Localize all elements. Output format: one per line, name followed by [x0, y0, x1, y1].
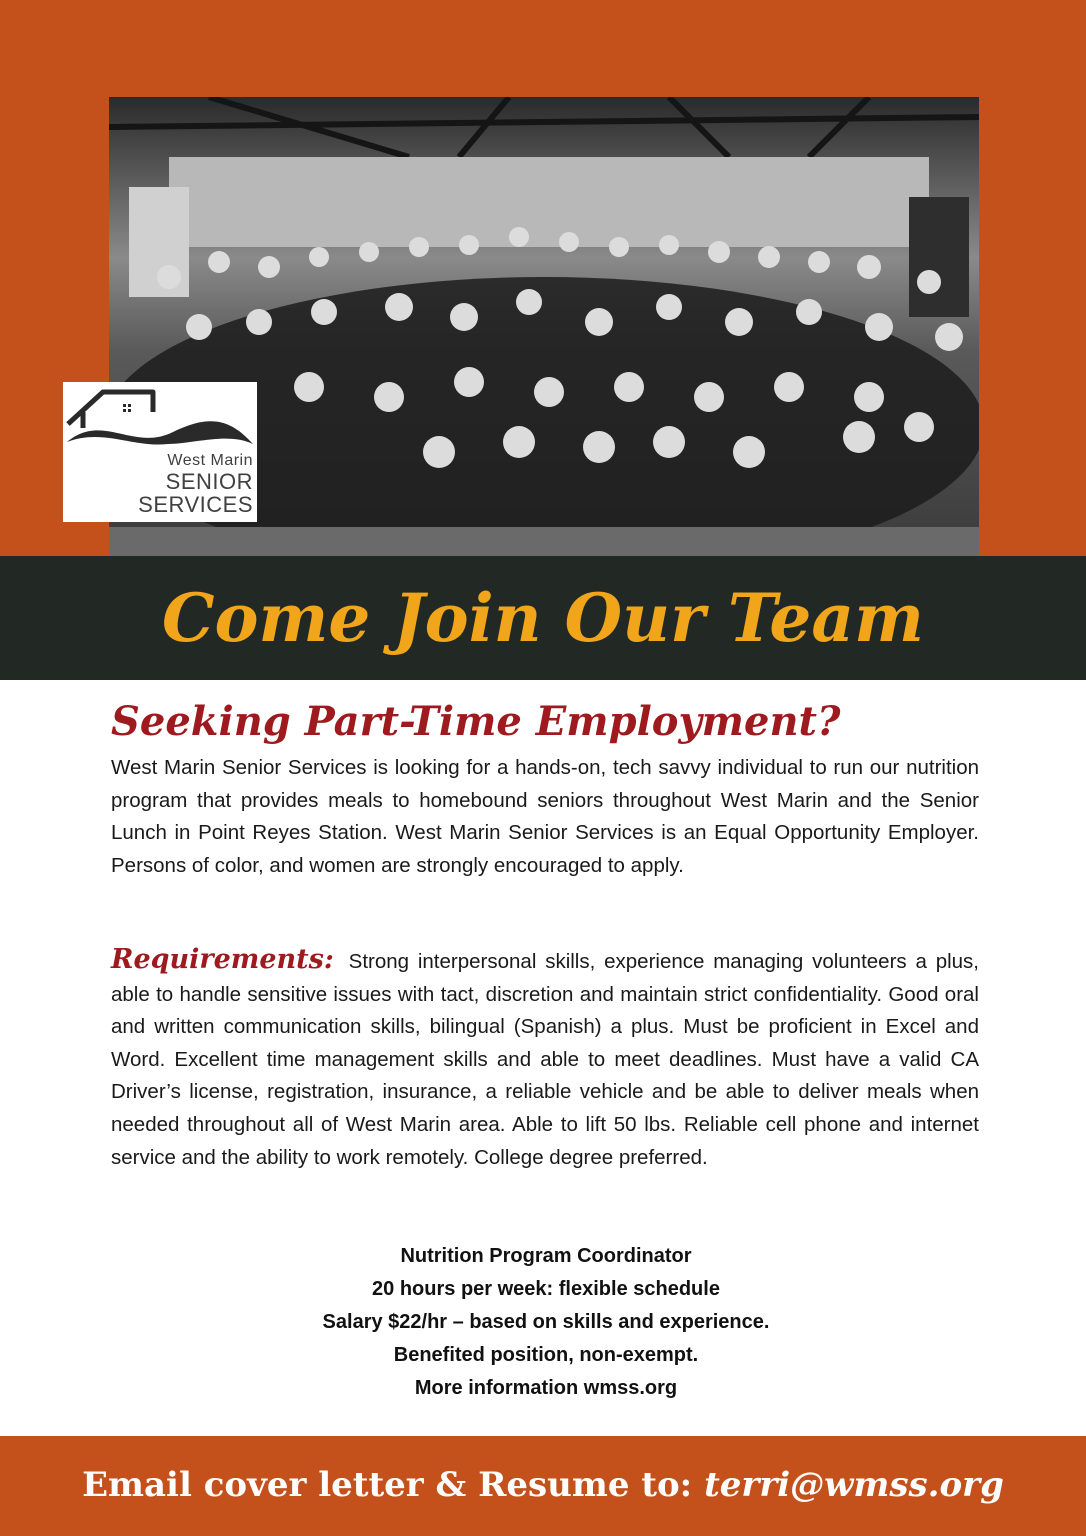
logo-line-1: West Marin — [167, 452, 253, 469]
requirements-label: Requirements: — [111, 944, 334, 975]
intro-paragraph: West Marin Senior Services is looking for a hands-on, tech savvy individual to run our nutrition program that provides meals to homebound seniors throughout West Marin and the Senior Lunch in Point Reyes Station. West Marin Senior Services is an Equal Opportunity Employer. Persons of color, and women are strongly encouraged to apply. — [111, 756, 979, 877]
job-salary: Salary $22/hr – based on skills and experience. — [322, 1311, 770, 1333]
logo — [63, 382, 257, 522]
job-benefits: Benefited position, non-exempt. — [393, 1344, 699, 1366]
footer-email: terri@wmss.org — [704, 1465, 1004, 1505]
logo-line-3: SERVICES — [138, 492, 253, 517]
house-logo-icon — [63, 382, 257, 452]
page-title: Come Join Our Team — [162, 579, 924, 657]
job-title: Nutrition Program Coordinator — [400, 1245, 692, 1267]
logo-line-2: SENIOR — [165, 469, 253, 494]
job-hours: 20 hours per week: flexible schedule — [372, 1278, 720, 1300]
job-more-info: More information wmss.org — [414, 1377, 678, 1399]
subtitle: Seeking Part-Time Employment? — [111, 698, 841, 745]
job-details — [0, 1240, 1086, 1405]
requirements-paragraph — [111, 944, 979, 1174]
footer-text: Email cover letter & Resume to: — [82, 1465, 693, 1505]
requirements-text: Strong interpersonal skills, experience managing volunteers a plus, able to handle sensitive issues with tact, discretion and maintain strict confidentiality. Good oral and written communication skills, bilingual (Spanish) a plus. Must be proficient in Excel and Word. Excellent time management skills and able to meet deadlines. Must have a valid CA Driver’s license, registration, insurance, a reliable vehicle and be able to deliver meals when needed throughout all of West Marin area. Able to lift 50 lbs. Reliable cell phone and internet service and the ability to work remotely. College degree preferred. — [111, 950, 979, 1169]
footer-cta — [0, 1462, 1086, 1508]
